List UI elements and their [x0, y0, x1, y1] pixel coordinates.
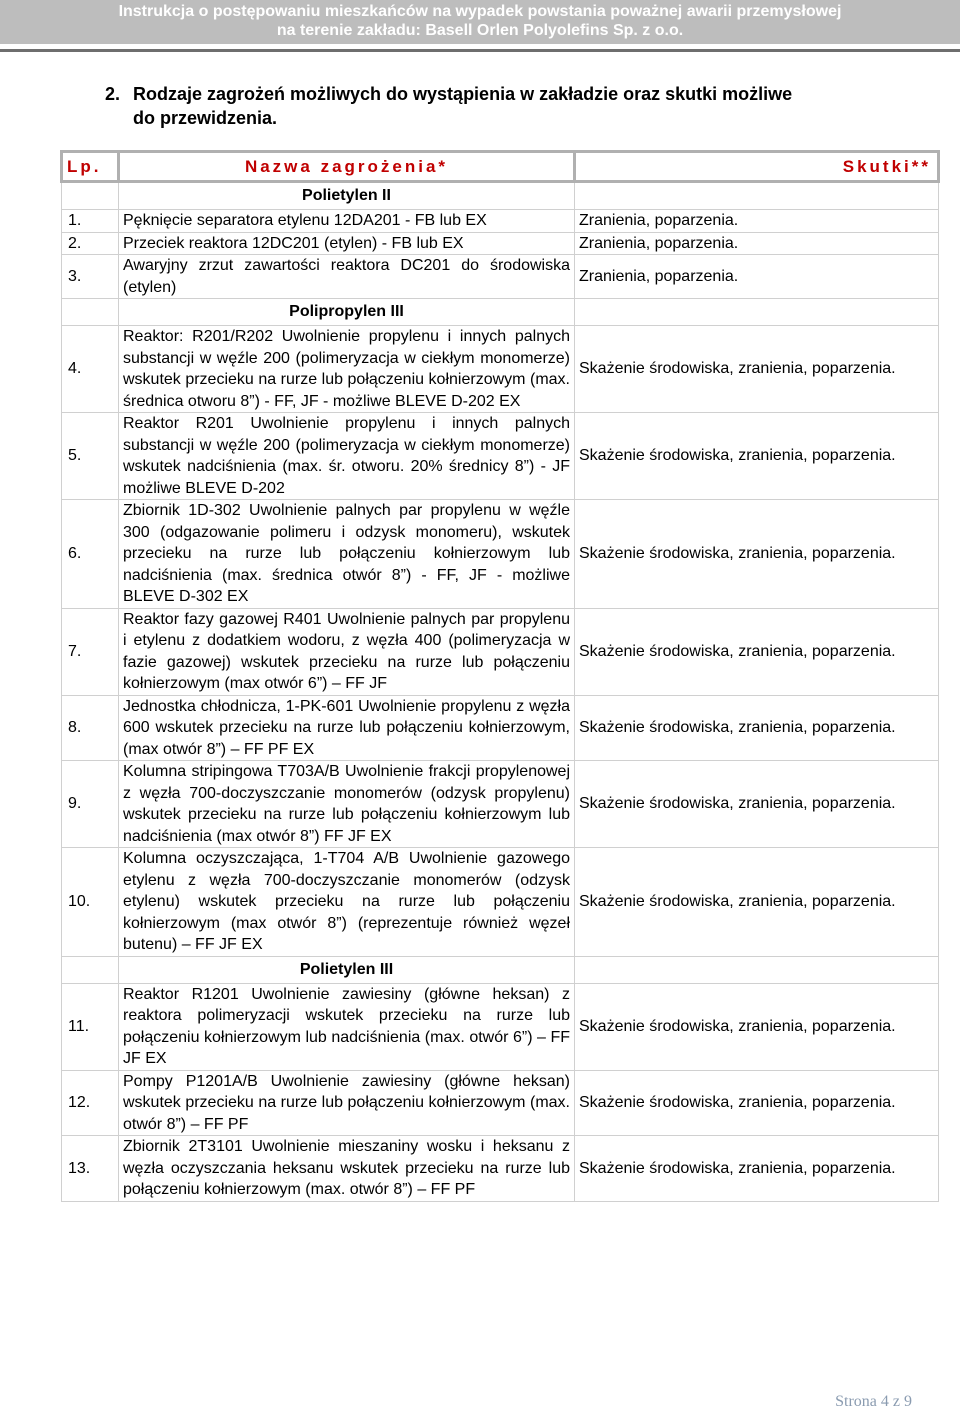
table-row: [62, 695, 939, 761]
hazard-description: Reaktor fazy gazowej R401 Uwolnienie palnych par propylenu i etylenu z dodatkiem wodoru, z węzła 400 (polimeryzacja w fazie gazowej) wskutek przecieku na rurze lub połączeniu kołnierzowym (max otwór 6”) – FF JF: [119, 608, 575, 695]
hazard-effect: Skażenie środowiska, zranienia, poparzenia.: [575, 608, 939, 695]
section-title-line-1: Rodzaje zagrożeń możliwych do wystąpienia w zakładzie oraz skutki możliwe: [133, 84, 793, 104]
table-row: [62, 848, 939, 957]
table-row: [62, 1070, 939, 1136]
hazard-description: Kolumna oczyszczająca, 1-T704 A/B Uwolnienie gazowego etylenu z węzła 700-doczyszczanie monomerów (odzysk etylenu) wskutek przecieku na rurze lub połączeniu kołnierzowym (max otwór 8”) (reprezentuje również węzeł butenu) – FF JF EX: [119, 848, 575, 957]
section-title-line-2: do przewidzenia.: [133, 108, 278, 128]
table-header-row: [62, 152, 939, 182]
hazard-description: Przeciek reaktora 12DC201 (etylen) - FB lub EX: [119, 232, 575, 255]
hazard-description: Jednostka chłodnicza, 1-PK-601 Uwolnienie propylenu z węzła 600 wskutek przecieku na rurze lub połączeniu kołnierzowym, (max otwór 8”) – FF PF EX: [119, 695, 575, 761]
col-header-effects: Skutki**: [575, 152, 939, 182]
group-name: Polipropylen III: [119, 299, 575, 326]
hazard-description: Zbiornik 2T3101 Uwolnienie mieszaniny wosku i heksanu z węzła oczyszczania heksanu wskutek przecieku na rurze lub połączeniu kołnierzowym (max. otwór 8”) – FF PF: [119, 1136, 575, 1202]
row-number: 8.: [62, 695, 119, 761]
table-row: [62, 761, 939, 848]
hazards-table-body: [62, 152, 939, 1202]
table-row: [62, 983, 939, 1070]
hazard-effect: Skażenie środowiska, zranienia, poparzenia.: [575, 1136, 939, 1202]
section-title: [105, 82, 915, 130]
row-number: 6.: [62, 500, 119, 609]
hazard-effect: Skażenie środowiska, zranienia, poparzenia.: [575, 848, 939, 957]
table-row: [62, 1136, 939, 1202]
section-number: 2.: [105, 84, 121, 104]
row-number: 2.: [62, 232, 119, 255]
group-spacer: [575, 956, 939, 983]
hazard-effect: Zranienia, poparzenia.: [575, 210, 939, 233]
hazard-effect: Skażenie środowiska, zranienia, poparzenia.: [575, 500, 939, 609]
group-spacer: [62, 182, 119, 210]
page-header: [0, 0, 960, 44]
row-number: 3.: [62, 255, 119, 299]
hazard-description: Pompy P1201A/B Uwolnienie zawiesiny (główne heksan) wskutek przecieku na rurze lub połączeniu kołnierzowym (max. otwór 8”) – FF PF: [119, 1070, 575, 1136]
hazard-effect: Skażenie środowiska, zranienia, poparzenia.: [575, 761, 939, 848]
row-number: 11.: [62, 983, 119, 1070]
hazard-effect: Zranienia, poparzenia.: [575, 255, 939, 299]
hazard-description: Kolumna stripingowa T703A/B Uwolnienie frakcji propylenowej z węzła 700-doczyszczanie monomerów (odzysk propylenu) wskutek przecieku na rurze lub połączeniu kołnierzowym lub nadciśnienia (max otwór 8”) FF JF EX: [119, 761, 575, 848]
hazard-effect: Skażenie środowiska, zranienia, poparzenia.: [575, 983, 939, 1070]
table-row: [62, 500, 939, 609]
hazard-description: Reaktor R201 Uwolnienie propylenu i innych palnych substancji w węźle 200 (polimeryzacja w ciekłym monomerze) wskutek nadciśnienia (max. śr. otworu. 20% średnicy 8”) - JF możliwe BLEVE D-202: [119, 413, 575, 500]
hazard-effect: Skażenie środowiska, zranienia, poparzenia.: [575, 326, 939, 413]
group-name: Polietylen II: [119, 182, 575, 210]
group-row: [62, 956, 939, 983]
row-number: 12.: [62, 1070, 119, 1136]
group-spacer: [62, 299, 119, 326]
page-number: Strona 4 z 9: [835, 1393, 912, 1410]
group-spacer: [62, 956, 119, 983]
col-header-lp: Lp.: [62, 152, 119, 182]
group-name: Polietylen III: [119, 956, 575, 983]
col-header-name: Nazwa zagrożenia*: [119, 152, 575, 182]
table-row: [62, 608, 939, 695]
group-row: [62, 299, 939, 326]
hazard-effect: Zranienia, poparzenia.: [575, 232, 939, 255]
row-number: 4.: [62, 326, 119, 413]
table-row: [62, 232, 939, 255]
header-divider: [0, 49, 960, 52]
group-spacer: [575, 299, 939, 326]
group-spacer: [575, 182, 939, 210]
header-line-1: Instrukcja o postępowaniu mieszkańców na wypadek powstania poważnej awarii przemysłowej: [118, 3, 842, 20]
row-number: 1.: [62, 210, 119, 233]
table-row: [62, 255, 939, 299]
table-row: [62, 413, 939, 500]
row-number: 10.: [62, 848, 119, 957]
row-number: 13.: [62, 1136, 119, 1202]
hazard-description: Awaryjny zrzut zawartości reaktora DC201 do środowiska (etylen): [119, 255, 575, 299]
hazard-description: Zbiornik 1D-302 Uwolnienie palnych par propylenu w węźle 300 (odgazowanie polimeru i odzysk monomeru), wskutek przecieku na rurze lub połączeniu kołnierzowym lub nadciśnienia (max. średnica otwór 8”) - FF, JF - możliwe BLEVE D-302 EX: [119, 500, 575, 609]
row-number: 5.: [62, 413, 119, 500]
row-number: 7.: [62, 608, 119, 695]
row-number: 9.: [62, 761, 119, 848]
group-row: [62, 182, 939, 210]
hazard-description: Reaktor: R201/R202 Uwolnienie propylenu i innych palnych substancji w węźle 200 (polimeryzacja w ciekłym monomerze) wskutek przecieku na rurze lub połączeniu kołnierzowym (max. średnica otworu 8”) - FF, JF - możliwe BLEVE D-202 EX: [119, 326, 575, 413]
hazard-effect: Skażenie środowiska, zranienia, poparzenia.: [575, 695, 939, 761]
hazard-description: Pęknięcie separatora etylenu 12DA201 - FB lub EX: [119, 210, 575, 233]
table-row: [62, 210, 939, 233]
hazard-description: Reaktor R1201 Uwolnienie zawiesiny (główne heksan) z reaktora polimeryzacji wskutek przecieku na rurze lub połączeniu kołnierzowym lub nadciśnienia (max. otwór 6”) – FF JF EX: [119, 983, 575, 1070]
hazards-table: [60, 150, 940, 1202]
table-row: [62, 326, 939, 413]
hazard-effect: Skażenie środowiska, zranienia, poparzenia.: [575, 413, 939, 500]
hazard-effect: Skażenie środowiska, zranienia, poparzenia.: [575, 1070, 939, 1136]
header-line-2: na terenie zakładu: Basell Orlen Polyolefins Sp. z o.o.: [276, 22, 684, 39]
